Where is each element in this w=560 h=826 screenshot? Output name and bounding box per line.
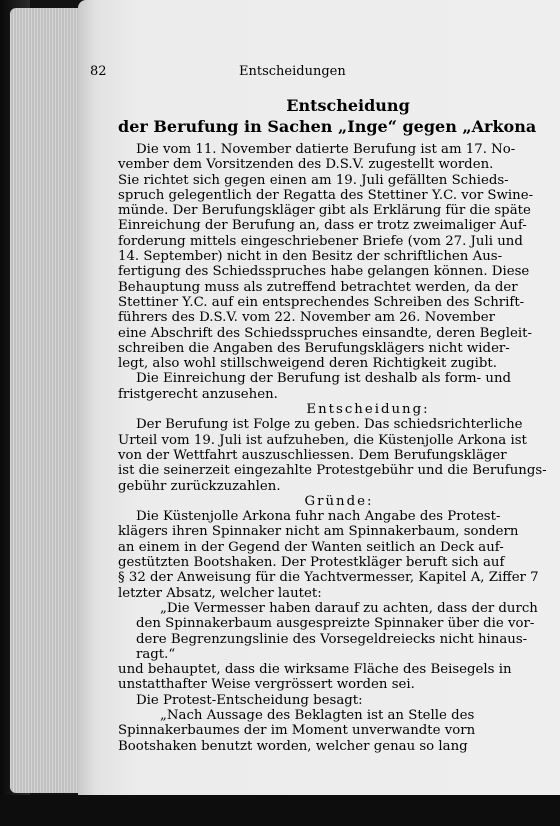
text-line: von der Wettfahrt auszuschliessen. Dem Berufungskläger xyxy=(118,447,507,463)
page-number: 82 xyxy=(90,64,107,79)
heading-entscheidung: Entscheidung: xyxy=(306,402,430,418)
background-bottom xyxy=(0,795,560,826)
text-line: legt, also wohl stillschweigend deren Richtigkeit zugibt. xyxy=(118,356,497,372)
text-line: führers des D.S.V. vom 22. November am 26. November xyxy=(118,310,495,326)
text-line: Behauptung muss als zutreffend betrachtet werden, da der xyxy=(118,279,518,295)
text-line: ist die seinerzeit eingezahlte Protestgebühr und die Berufungs- xyxy=(118,463,547,479)
section-subtitle: der Berufung in Sachen „Inge“ gegen „Arkona xyxy=(118,117,537,136)
quote-line: Spinnakerbaumes der im Moment unverwandte vorn xyxy=(118,723,476,739)
text-line: Der Berufung ist Folge zu geben. Das schiedsrichterliche xyxy=(136,417,523,433)
heading-gruende: Gründe: xyxy=(304,493,374,509)
text-line: und behauptet, dass die wirksame Fläche des Beisegels in xyxy=(118,662,512,678)
text-line: Stettiner Y.C. auf ein entsprechendes Schreiben des Schrift- xyxy=(118,294,525,310)
text-line: fertigung des Schiedsspruches habe gelangen können. Diese xyxy=(118,264,530,280)
reasons-paragraph xyxy=(118,509,560,601)
text-line: eine Abschrift des Schiedsspruches einsandte, deren Begleit- xyxy=(118,325,532,341)
text-line: Einreichung der Berufung an, dass er trotz zweimaliger Auf- xyxy=(118,218,527,234)
text-line: forderung mittels eingeschriebener Briefe (vom 27. Juli und xyxy=(118,233,523,249)
text-line: münde. Der Berufungskläger gibt als Erklärung für die späte xyxy=(118,203,531,219)
intro-paragraph xyxy=(118,142,560,402)
text-line: fristgerecht anzusehen. xyxy=(118,386,278,402)
quote-line: dere Begrenzungslinie des Vorsegeldreiecks nicht hinaus- xyxy=(136,631,528,647)
text-line: vember dem Vorsitzenden des D.S.V. zugestellt worden. xyxy=(118,157,494,173)
text-line: gestützten Bootshaken. Der Protestkläger beruft sich auf xyxy=(118,555,505,571)
quote-line: „Nach Aussage des Beklagten ist an Stelle des xyxy=(160,707,475,723)
text-line: an einem in der Gegend der Wanten seitlich an Deck auf- xyxy=(118,539,504,555)
text-line: klägers ihren Spinnaker nicht am Spinnakerbaum, sondern xyxy=(118,524,519,540)
text-line: spruch gelegentlich der Regatta des Stettiner Y.C. vor Swine- xyxy=(118,187,534,203)
text-line: Die vom 11. November datierte Berufung ist am 17. No- xyxy=(136,142,516,157)
quote-block-2 xyxy=(118,708,560,754)
text-line: Sie richtet sich gegen einen am 19. Juli gefällten Schieds- xyxy=(118,172,509,188)
text-line: 14. September) nicht in den Besitz der schriftlichen Aus- xyxy=(118,249,503,265)
running-head: Entscheidungen xyxy=(239,64,346,79)
section-title: Entscheidung xyxy=(286,96,410,115)
text-line: § 32 der Anweisung für die Yachtvermesser, Kapitel A, Ziffer 7 xyxy=(118,570,539,586)
decision-paragraph xyxy=(118,417,560,493)
quote-line: Bootshaken benutzt worden, welcher genau so lang xyxy=(118,738,468,754)
after-quote-paragraph xyxy=(118,662,560,708)
text-line: Die Protest-Entscheidung besagt: xyxy=(136,692,363,708)
quote-block xyxy=(118,601,560,662)
text-line: unstatthafter Weise vergrössert worden sei. xyxy=(118,677,415,693)
text-line: Die Küstenjolle Arkona fuhr nach Angabe des Protest- xyxy=(136,509,501,525)
quote-line: „Die Vermesser haben darauf zu achten, dass der durch xyxy=(160,600,538,616)
text-line: letzter Absatz, welcher lautet: xyxy=(118,585,322,601)
quote-line: ragt.“ xyxy=(136,646,176,662)
text-line: schreiben die Angaben des Berufungsklägers nicht wider- xyxy=(118,340,510,356)
text-line: Urteil vom 19. Juli ist aufzuheben, die Küstenjolle Arkona ist xyxy=(118,432,527,448)
text-line: gebühr zurückzuzahlen. xyxy=(118,478,281,494)
text-line: Die Einreichung der Berufung ist deshalb als form- und xyxy=(136,371,512,387)
page-content xyxy=(118,96,560,754)
quote-line: den Spinnakerbaum ausgespreizte Spinnaker über die vor- xyxy=(136,616,535,632)
